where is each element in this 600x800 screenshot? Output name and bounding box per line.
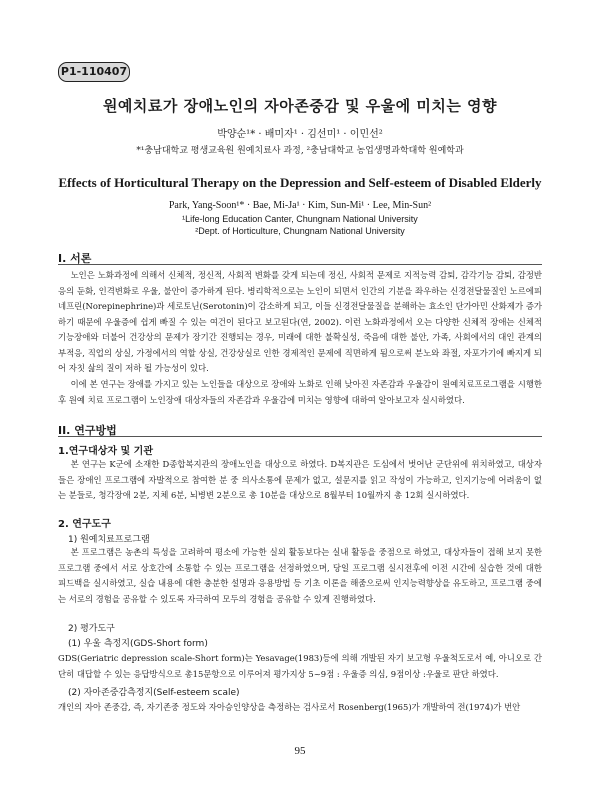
page-number: 95	[294, 745, 306, 757]
item-evaluation-tools: 2) 평가도구	[68, 624, 115, 634]
authors-english: Park, Yang-Soon¹* · Bae, Mi-Ja¹ · Kim, Sun-Mi¹ · Lee, Min-Sun²	[168, 200, 432, 211]
subsection-heading-tools: 2. 연구도구	[58, 519, 111, 530]
program-paragraph: 본 프로그램은 농촌의 특성을 고려하여 평소에 가능한 실외 활동보다는 실내 활동을 중점으로 하였고, 대상자들이 접해 보지 못한 프로그램 중에서 서로 상호간에 소통할 수 있는 프로그램을 선정하였으며, 당일 프로그램 실시전후에 이전 시간에 실습한 것에 대한 피드백을 실시하였고, 실습 내용에 대한 충분한 설명과 응용방법 등 기초 이론을 해줌으로써 인지능력향상을 유도하고, 프로그램 중에는 서로의 경험을 공유할 수 있도록 자극하여 모두의 경험을 공유할 수 있게 진행하였다.	[58, 547, 542, 604]
depression-scale-paragraph: GDS(Geriatric depression scale-Short form)는 Yesavage(1983)등에 의해 개발된 자기 보고형 우울척도로서 예, 아니오로 간단히 대답할 수 있는 응답방식으로 총15문항으로 이루어져 평가지상 5~9점 : 우울증 의심, 9점이상 :우울로 판단 하였다.	[58, 653, 542, 679]
section-divider	[58, 264, 542, 265]
section-heading-methods: II. 연구방법	[58, 424, 117, 437]
subsection-heading-subjects: 1.연구대상자 및 기관	[58, 446, 153, 457]
title-korean: 원예치료가 장애노인의 자아존중감 및 우울에 미치는 영향	[102, 97, 498, 115]
authors-korean: 박양순¹* · 배미자¹ · 김선미¹ · 이민선²	[217, 129, 383, 140]
affiliation-en-1: ¹Life-long Education Canter, Chungnam National University	[182, 214, 418, 224]
section-divider	[58, 436, 542, 437]
item-depression-scale: (1) 우울 측정지(GDS-Short form)	[68, 639, 208, 649]
affiliations-english	[0, 213, 600, 237]
item-horticultural-program: 1) 원예치료프로그램	[68, 535, 150, 545]
affiliations-korean: *¹충남대학교 평생교육원 원예치료사 과정, ²충남대학교 농업생명과학대학 원예학과	[136, 146, 464, 156]
item-self-esteem-scale: (2) 자아존중감측정지(Self-esteem scale)	[68, 688, 240, 698]
subjects-paragraph: 본 연구는 K군에 소재한 D종합복지관의 장애노인을 대상으로 하였다. D복지관은 도심에서 벗어난 군단위에 위치하였고, 대상자들은 장애인 프로그램에 자발적으로 참여한 분 중 의사소통에 문제가 없고, 설문지를 읽고 작성이 가능하고, 인지기능에 어려움이 없는 분들로, 청각장애 2분, 지체 6분, 뇌병변 2분으로 총 10분을 대상으로 8월부터 10월까지 총 12회 실시하였다.	[58, 459, 542, 500]
section-heading-introduction: I. 서론	[58, 252, 92, 265]
intro-paragraph-1: 노인은 노화과정에 의해서 신체적, 정신적, 사회적 변화를 갖게 되는데 정신, 사회적 문제로 지적능력 감퇴, 감각기능 감퇴, 감정반응의 둔화, 인격변화로 우울, 불안이 증가하게 된다. 병리학적으로는 노인이 되면서 인간의 기분을 좌우하는 신경전달물질인 노르에피네프린(Norepinephrine)과 세로토닌(Serotonin)이 감소하게 되고, 이들 신경전달물질을 분해하는 효소인 단가아민 산화제가 증가하기 때문에 우울증에 쉽게 빠질 수 있는 여건이 된다고 보고된다(연, 2002). 이런 노화과정에서 오는 다양한 신체적 장애는 신체적 기능장애와 더불어 건강상의 문제가 장기간 진행되는 경우, 미래에 대한 불확실성, 죽음에 대한 불안, 가족, 사회에서의 대인 관계의 부적응, 직업의 상실, 가정에서의 역할 상실, 건강상실로 인한 경제적인 문제에 직면하게 됨으로써 분노와 좌절, 자포가기에 빠지게 되어 자칫 삶의 질이 저하 될 가능성이 있다.	[58, 270, 542, 373]
paper-code-badge: P1-110407	[58, 62, 130, 82]
self-esteem-paragraph: 개인의 자아 존중감, 즉, 자기존중 정도와 자아승인양상을 측정하는 검사로서 Rosenberg(1965)가 개발하여 전(1974)가 번안	[58, 702, 521, 712]
title-english: Effects of Horticultural Therapy on the Depression and Self-esteem of Disabled Elderly	[58, 175, 542, 190]
affiliation-en-2: ²Dept. of Horticulture, Chungnam National University	[195, 226, 405, 236]
intro-paragraph-2: 이에 본 연구는 장애를 가지고 있는 노인들을 대상으로 장애와 노화로 인해 낮아진 자존감과 우울감이 원예치료프로그램을 시행한 후 원예 치료 프로그램이 노인장애 대상자들의 자존감과 우울감에 미치는 영향에 대하여 알아보고자 실시하였다.	[58, 379, 542, 405]
